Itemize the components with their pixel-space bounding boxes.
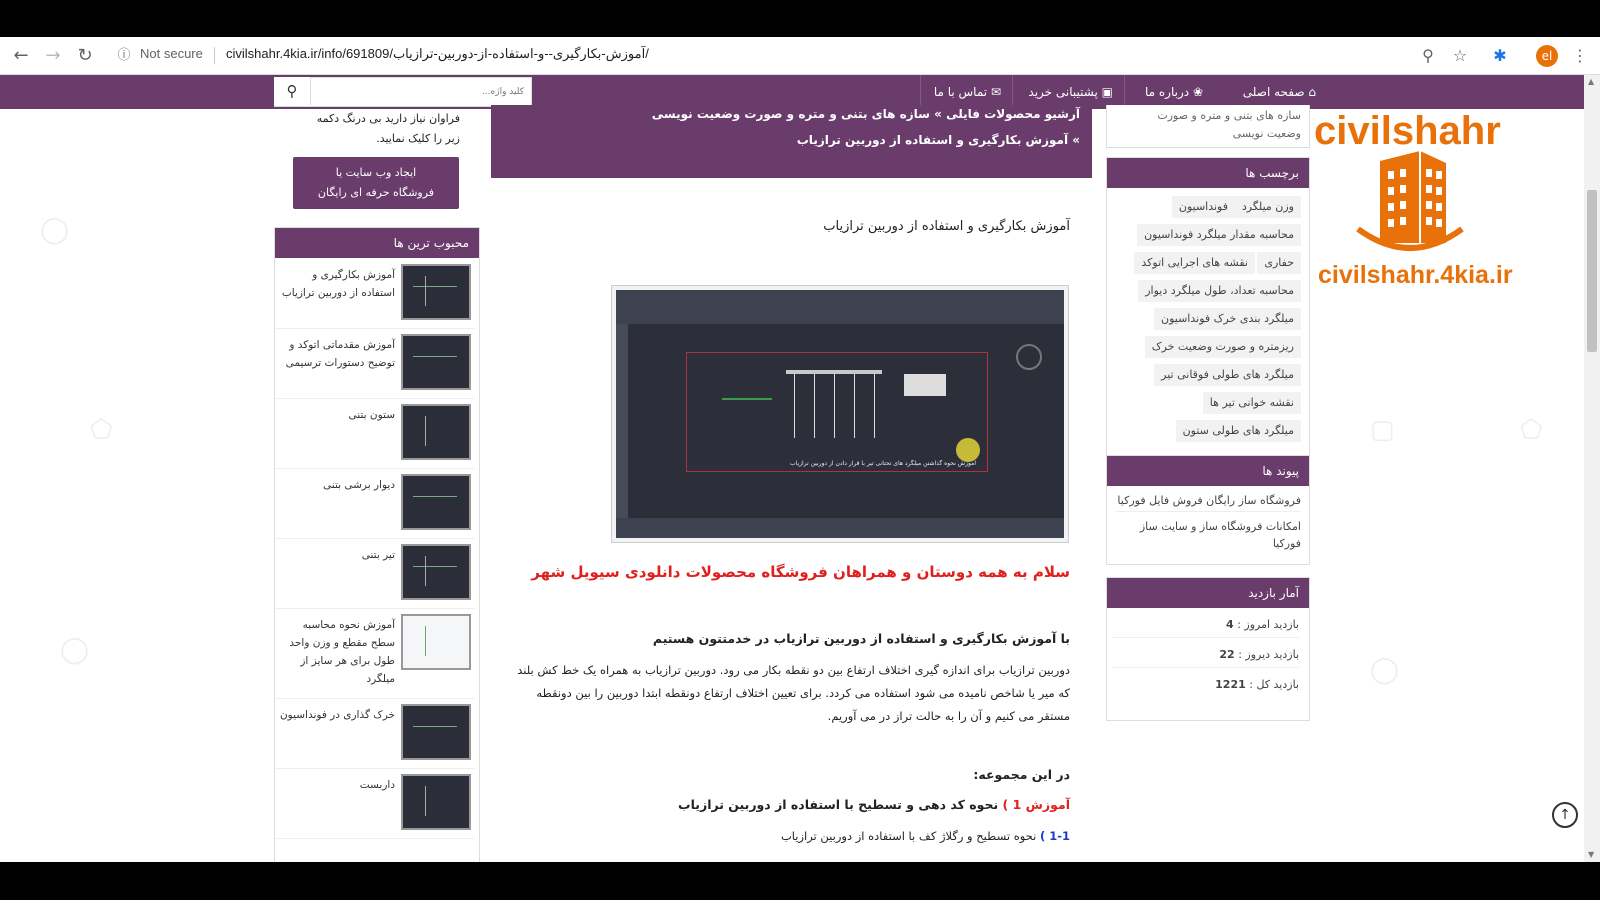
list-item-title[interactable]: خرک گذاری در فونداسیون xyxy=(279,709,395,721)
list-item-title[interactable]: دیوار برشی بتنی xyxy=(323,479,395,491)
site-logo[interactable] xyxy=(1310,109,1530,289)
nav-contact-label: تماس با ما xyxy=(933,85,988,99)
cursor-highlight xyxy=(956,438,980,462)
nav-home[interactable] xyxy=(1210,75,1328,109)
list-item-title[interactable]: آموزش نحوه محاسبه سطح مقطع و وزن واحد طول برای هر سایز از میلگرد xyxy=(289,619,395,685)
home-icon: ⌂ xyxy=(1308,85,1316,99)
links-panel xyxy=(1106,455,1310,565)
list-item[interactable] xyxy=(275,608,475,699)
tag-chip[interactable]: ریزمتره و صورت وضعیت خرک xyxy=(1145,336,1301,358)
tag-chip[interactable]: نقشه های اجرایی اتوکد xyxy=(1134,252,1255,274)
search-input[interactable] xyxy=(312,77,526,107)
stat-value: 4 xyxy=(1226,618,1234,631)
viewcube-icon xyxy=(1016,344,1042,370)
stat-value: 22 xyxy=(1219,648,1235,661)
breadcrumb xyxy=(491,105,1092,178)
category-panel xyxy=(1106,105,1310,148)
link-item[interactable]: امکانات فروشگاه ساز و سایت ساز فورکیا xyxy=(1139,520,1301,550)
background-pattern-icon: ▢ xyxy=(1370,415,1395,445)
screen-bottom-bar xyxy=(0,862,1600,900)
background-pattern-icon: ◯ xyxy=(60,635,90,665)
promo-text: فراوان نیاز دارید بی درنگ دکمه زیر را کلیک نمایید. xyxy=(316,112,460,145)
background-pattern-icon: ⬠ xyxy=(1520,415,1543,445)
nav-about-label: درباره ما xyxy=(1144,85,1190,99)
lesson-1-label: آموزش 1 ) xyxy=(1002,797,1070,812)
zoom-icon[interactable]: ⚲ xyxy=(1422,46,1434,65)
lesson-1-1-text: نحوه تسطیح و رگلاژ کف با استفاده از دوربین ترازیاب xyxy=(780,829,1037,843)
nav-home-label: صفحه اصلی xyxy=(1242,85,1305,99)
thumbnail-image[interactable] xyxy=(401,544,471,600)
thumbnail-image[interactable] xyxy=(401,774,471,830)
breadcrumb-separator: » xyxy=(929,107,942,121)
menu-kebab-icon[interactable]: ⋮ xyxy=(1572,46,1588,65)
thumbnail-image[interactable] xyxy=(401,264,471,320)
reload-icon[interactable]: ↻ xyxy=(77,45,93,66)
tag-chip[interactable]: محاسبه تعداد، طول میلگرد دیوار xyxy=(1138,280,1301,302)
nav-support-label: پشتیبانی خرید xyxy=(1028,85,1098,99)
cad-rebar xyxy=(874,374,875,438)
nav-about[interactable] xyxy=(1124,75,1215,109)
lesson-1-1-label: 1-1 ) xyxy=(1039,829,1070,843)
post-image[interactable] xyxy=(611,285,1069,543)
lesson-1-item[interactable] xyxy=(560,797,1070,812)
tag-chip[interactable]: نقشه خوانی تیر ها xyxy=(1203,392,1301,414)
stat-value: 1221 xyxy=(1215,678,1246,691)
list-item-title[interactable]: داربست xyxy=(359,779,395,791)
list-item[interactable] xyxy=(275,328,475,399)
thumbnail-image[interactable] xyxy=(401,334,471,390)
autocad-screenshot xyxy=(616,290,1064,538)
tag-chip[interactable]: حفاری xyxy=(1257,252,1301,274)
scroll-down-icon[interactable]: ▼ xyxy=(1588,850,1595,859)
extensions-icon[interactable]: ✱ xyxy=(1493,46,1507,65)
create-store-button[interactable] xyxy=(293,157,459,209)
stat-label: بازدید امروز : xyxy=(1237,618,1299,631)
stat-row xyxy=(1113,648,1299,668)
logo-domain: civilshahr.4kia.ir xyxy=(1318,261,1513,289)
background-pattern-icon: ⬠ xyxy=(90,415,113,445)
search-icon: ⚲ xyxy=(286,82,298,100)
browser-toolbar xyxy=(0,37,1600,75)
link-item[interactable]: فروشگاه ساز رایگان فروش فایل فورکیا xyxy=(1115,494,1301,512)
cad-detail xyxy=(904,374,946,396)
breadcrumb-archive-link[interactable]: آرشیو محصولات فایلی xyxy=(946,107,1080,121)
intro-heading: با آموزش بکارگیری و استفاده از دوربین ترازیاب در خدمتتون هستیم xyxy=(652,631,1070,646)
list-item[interactable] xyxy=(275,538,475,609)
stats-panel xyxy=(1106,577,1310,721)
cad-rebar xyxy=(794,374,795,438)
url-separator xyxy=(214,47,215,64)
scroll-up-icon[interactable]: ▲ xyxy=(1588,77,1595,86)
address-bar[interactable]: civilshahr.4kia.ir/info/691809/آموزش-بکارگیری--و-استفاده-از-دوربین-ترازیاب/ xyxy=(226,46,649,61)
collection-heading: در این مجموعه: xyxy=(973,767,1070,782)
leaf-icon: ❀ xyxy=(1192,85,1203,99)
greeting-heading: سلام به همه دوستان و همراهان فروشگاه محصولات دانلودی سیویل شهر xyxy=(531,563,1070,581)
breadcrumb-row-2 xyxy=(797,133,1080,147)
breadcrumb-category-link[interactable]: سازه های بتنی و متره و صورت وضعیت نویسی xyxy=(651,107,930,121)
category-link[interactable]: سازه های بتنی و متره و صورت وضعیت نویسی xyxy=(1157,109,1301,140)
scroll-to-top-button[interactable] xyxy=(1552,802,1578,828)
intro-paragraph: دوربین ترازیاب برای اندازه گیری اختلاف ارتفاع بین دو نقطه بکار می رود. دوربین ترازیاب به همراه یک خط کش بلند که میر یا شاخص نامیده می شود استفاده می کردد. برای تعیین اختلاف ارتفاع دونقطه ابتدا دوربین را بین دونقطه مستقر می کنیم و آن را به حالت تراز در می آوریم. xyxy=(517,663,1070,723)
list-item[interactable] xyxy=(275,398,475,469)
cad-rebar xyxy=(814,374,815,438)
screen-top-bar xyxy=(0,0,1600,37)
back-icon[interactable]: ← xyxy=(13,45,29,66)
arrow-up-icon: ↑ xyxy=(1559,807,1571,823)
forward-icon[interactable]: → xyxy=(45,45,61,66)
profile-avatar[interactable]: el xyxy=(1536,45,1558,67)
info-icon[interactable]: ⓘ xyxy=(117,48,131,63)
stat-row xyxy=(1113,678,1299,691)
envelope-icon: ✉ xyxy=(990,85,1001,99)
scrollbar-thumb[interactable] xyxy=(1587,190,1597,352)
stat-label: بازدید دیروز : xyxy=(1238,648,1299,661)
list-item-title[interactable]: آموزش مقدماتی اتوکد و توضیح دستورات ترسیمی xyxy=(285,339,395,369)
list-item-title[interactable]: آموزش بکارگیری و استفاده از دوربین ترازیاب xyxy=(281,269,395,299)
background-pattern-icon: ◯ xyxy=(40,215,70,245)
create-store-line1: ایجاد وب سایت یا xyxy=(335,166,417,179)
post-title: آموزش بکارگیری و استفاده از دوربین ترازیاب xyxy=(823,219,1070,234)
thumbnail-image[interactable] xyxy=(401,704,471,760)
tag-chip[interactable]: میلگرد بندی خرک فونداسیون xyxy=(1154,308,1301,330)
thumbnail-image[interactable] xyxy=(401,404,471,460)
cad-caption: آموزش نحوه گذاشتن میلگرد های تحتانی تیر با قرار دادن از دوربین ترازیاب xyxy=(789,460,976,467)
tag-chip[interactable]: وزن میلگرد xyxy=(1235,196,1301,218)
stat-label: بازدید کل : xyxy=(1249,678,1299,691)
nav-contact[interactable] xyxy=(920,75,1013,109)
logo-name: civilshahr xyxy=(1314,109,1501,153)
list-item[interactable] xyxy=(275,768,475,839)
web-page xyxy=(0,75,1584,862)
page-scrollbar[interactable] xyxy=(1584,75,1600,862)
stat-row xyxy=(1113,618,1299,638)
building-logo-icon xyxy=(1350,149,1470,259)
cad-ribbon xyxy=(616,290,1064,324)
not-secure-label[interactable]: Not secure xyxy=(140,46,203,61)
favorites-title: محبوب ترین ها xyxy=(275,228,479,258)
lesson-1-text: نحوه کد دهی و تسطیح با استفاده از دوربین ترازیاب xyxy=(678,797,999,812)
cad-dimension xyxy=(722,398,772,400)
list-item-title[interactable]: تیر بتنی xyxy=(361,549,395,561)
background-pattern-icon: ◯ xyxy=(1370,655,1400,685)
create-store-line2: فروشگاه حرفه ای رایگان xyxy=(317,186,435,199)
search-button[interactable] xyxy=(274,77,311,105)
star-icon[interactable]: ☆ xyxy=(1452,46,1468,65)
breadcrumb-row-1 xyxy=(652,107,1080,121)
links-title: پیوند ها xyxy=(1107,456,1309,486)
list-item[interactable] xyxy=(275,468,475,539)
cad-status-bar xyxy=(616,518,1064,538)
breadcrumb-separator: » xyxy=(1068,133,1080,147)
nav-support[interactable] xyxy=(1012,75,1125,109)
cad-rebar xyxy=(834,374,835,438)
thumbnail-image[interactable] xyxy=(401,474,471,530)
list-item[interactable] xyxy=(275,258,475,329)
cad-left-bar xyxy=(616,324,628,524)
stats-title: آمار بازدید xyxy=(1107,578,1309,608)
thumbnail-image[interactable] xyxy=(401,614,471,670)
cad-rebar xyxy=(854,374,855,438)
tag-chip[interactable]: محاسبه مقدار میلگرد فونداسیون xyxy=(1137,224,1301,246)
package-icon: ▣ xyxy=(1101,85,1113,99)
tags-title: برچسب ها xyxy=(1107,158,1309,188)
tag-chip[interactable]: میلگرد های طولی ستون xyxy=(1176,420,1301,442)
tag-chip[interactable]: میلگرد های طولی فوقانی تیر xyxy=(1154,364,1301,386)
list-item[interactable] xyxy=(275,698,475,769)
breadcrumb-current: آموزش بکارگیری و استفاده از دوربین ترازیاب xyxy=(796,133,1069,147)
lesson-1-1-item[interactable] xyxy=(560,829,1070,843)
favorites-panel xyxy=(274,227,480,862)
main-navbar xyxy=(0,75,1584,109)
list-item-title[interactable]: ستون بتنی xyxy=(348,409,395,421)
tag-chip[interactable]: فونداسیون xyxy=(1172,196,1235,218)
